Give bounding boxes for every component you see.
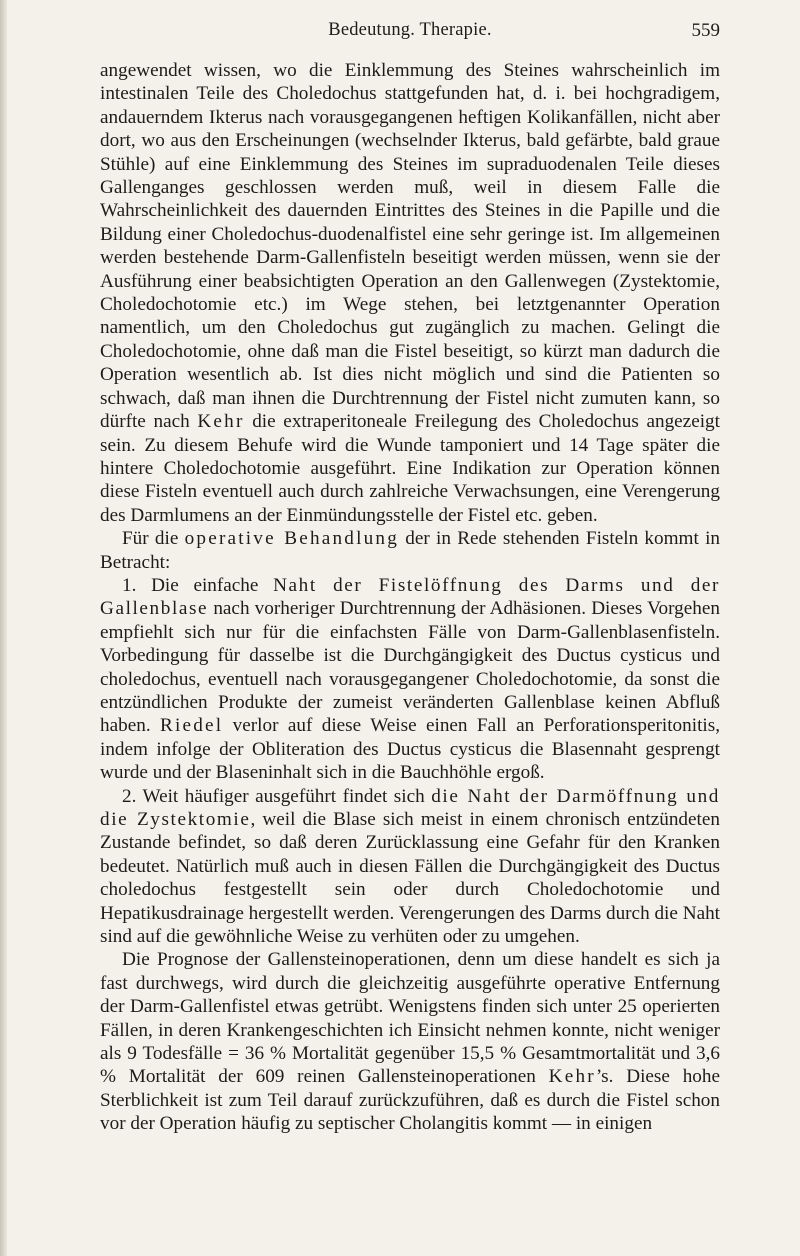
paragraph-method-2 [100, 785, 720, 949]
paragraph-method-1 [100, 574, 720, 785]
text-run: , weil die Blase sich meist in einem chronisch entzündeten Zustande befindet, so daß deren Zurücklassung eine Gefahr für den Kranken bedeutet. Natürlich muß auch in diesen Fällen die Durchgängigkeit des Ductus choledochus festgestellt sein oder durch Choledochotomie und Hepatikusdrainage hergestellt werden. Verengerungen des Darms durch die Naht sind auf die gewöhnliche Weise zu verhüten oder zu umgehen. [100, 809, 721, 948]
text-run: nach vorheriger Durchtrennung der Adhäsionen. Dieses Vorgehen empfiehlt sich nur für die einfachsten Fälle von Darm-Gallenblasenfisteln. Vorbedingung für dasselbe ist die Durchgängigkeit des Ductus cysticus und choledochus, eventuell nach vorausgegangener Choledochotomie, da sonst die entzündlichen Produkte der zumeist veränderten Gallenblase keinen Abfluß haben. [100, 598, 720, 737]
text-run: ’s. Diese hohe Sterblichkeit ist zum Teil darauf zurückzuführen, daß es durch die Fistel schon vor der Operation häufig zu septischer Cholangitis kommt — in einigen [100, 1066, 720, 1135]
text-run: Die Prognose der Gallensteinoperationen, denn um diese handelt es sich ja fast durchwegs, wird durch die gleichzeitig ausgeführte operative Entfernung der Darm-Gallenfistel etwas getrübt. Wenigstens finden sich unter 25 operierten Fällen, in deren Krankengeschichten ich Einsicht nehmen konnte, nicht weniger als 9 Todesfälle = 36 % Mortalität gegenüber 15,5 % Gesamtmortalität und 3,6 % Mortalität der 609 reinen Gallensteinoperationen [100, 949, 720, 1088]
text-run: verlor auf diese Weise einen Fall an Perforationsperitonitis, indem infolge der Obliteration des Ductus cysticus die Blasennaht gesprengt wurde und der Blaseninhalt sich in die Bauchhöhle ergoß. [100, 715, 720, 784]
text-run: Für die [122, 528, 185, 550]
text-run: die extraperitoneale Freilegung des Choledochus angezeigt sein. Zu diesem Behufe wird die Wunde tamponiert und 14 Tage später die hintere Choledochotomie ausgeführt. Eine Indikation zur Operation können diese Fisteln eventuell auch durch zahlreiche Verwachsungen, eine Verengerung des Darmlumens an der Einmündungsstelle der Fistel etc. geben. [100, 411, 720, 526]
emphasis-naht-fisteloeffnung: Naht der Fistelöffnung des Darms und der Gallenblase [100, 574, 720, 620]
author-name-kehr: Kehr [197, 411, 245, 433]
paragraph-indications [100, 59, 720, 527]
running-head: Bedeutung. Therapie. [328, 20, 492, 40]
paragraph-prognosis [100, 948, 720, 1135]
page-number: 559 [691, 20, 720, 41]
emphasis-operative-behandlung: operative Behandlung [184, 528, 400, 550]
author-name-riedel: Riedel [160, 715, 224, 737]
paragraph-operative-intro [100, 527, 720, 574]
text-run: der in Rede stehenden Fisteln kommt in Betracht: [100, 528, 720, 573]
text-run: 1. Die einfache [122, 574, 274, 596]
text-run: angewendet wissen, wo die Einklemmung des Steines wahrscheinlich im intestinalen Teile des Choledochus stattgefunden hat, d. i. bei hochgradigem, andauerndem Ikterus nach vorausgegangenen heftigen Kolikanfällen, nicht aber dort, wo aus den Erscheinungen (wechselnder Ikterus, bald gefärbte, bald graue Stühle) auf eine Einklemmung des Steines im supraduodenalen Teile dieses Gallenganges geschlossen werden muß, weil in diesem Falle die Wahrscheinlichkeit des dauernden Eintrittes des Steines in die Papille und die Bildung einer Choledochus-duodenalfistel eine sehr geringe ist. Im allgemeinen werden bestehende Darm-Gallenfisteln beseitigt werden müssen, wenn sie der Ausführung einer beabsichtigten Operation an den Gallenwegen (Zystektomie, Choledochotomie etc.) im Wege stehen, bei letztgenannter Operation namentlich, um den Choledochus gut zugänglich zu machen. Gelingt die Choledochotomie, ohne daß man die Fistel beseitigt, so kürzt man dadurch die Operation wesentlich ab. Ist dies nicht möglich und sind die Patienten so schwach, daß man ihnen die Durchtrennung der Fistel nicht zumuten kann, so dürfte nach [100, 60, 720, 433]
body-text [100, 59, 720, 1136]
text-run: 2. Weit häufiger ausgeführt findet sich [122, 785, 432, 807]
emphasis-naht-darmoeffnung: die Naht der Darmöffnung und die Zystektomie [100, 785, 720, 830]
page-header [100, 20, 720, 50]
author-name-kehr: Kehr [548, 1066, 596, 1088]
page-spine-shadow [0, 0, 7, 1256]
